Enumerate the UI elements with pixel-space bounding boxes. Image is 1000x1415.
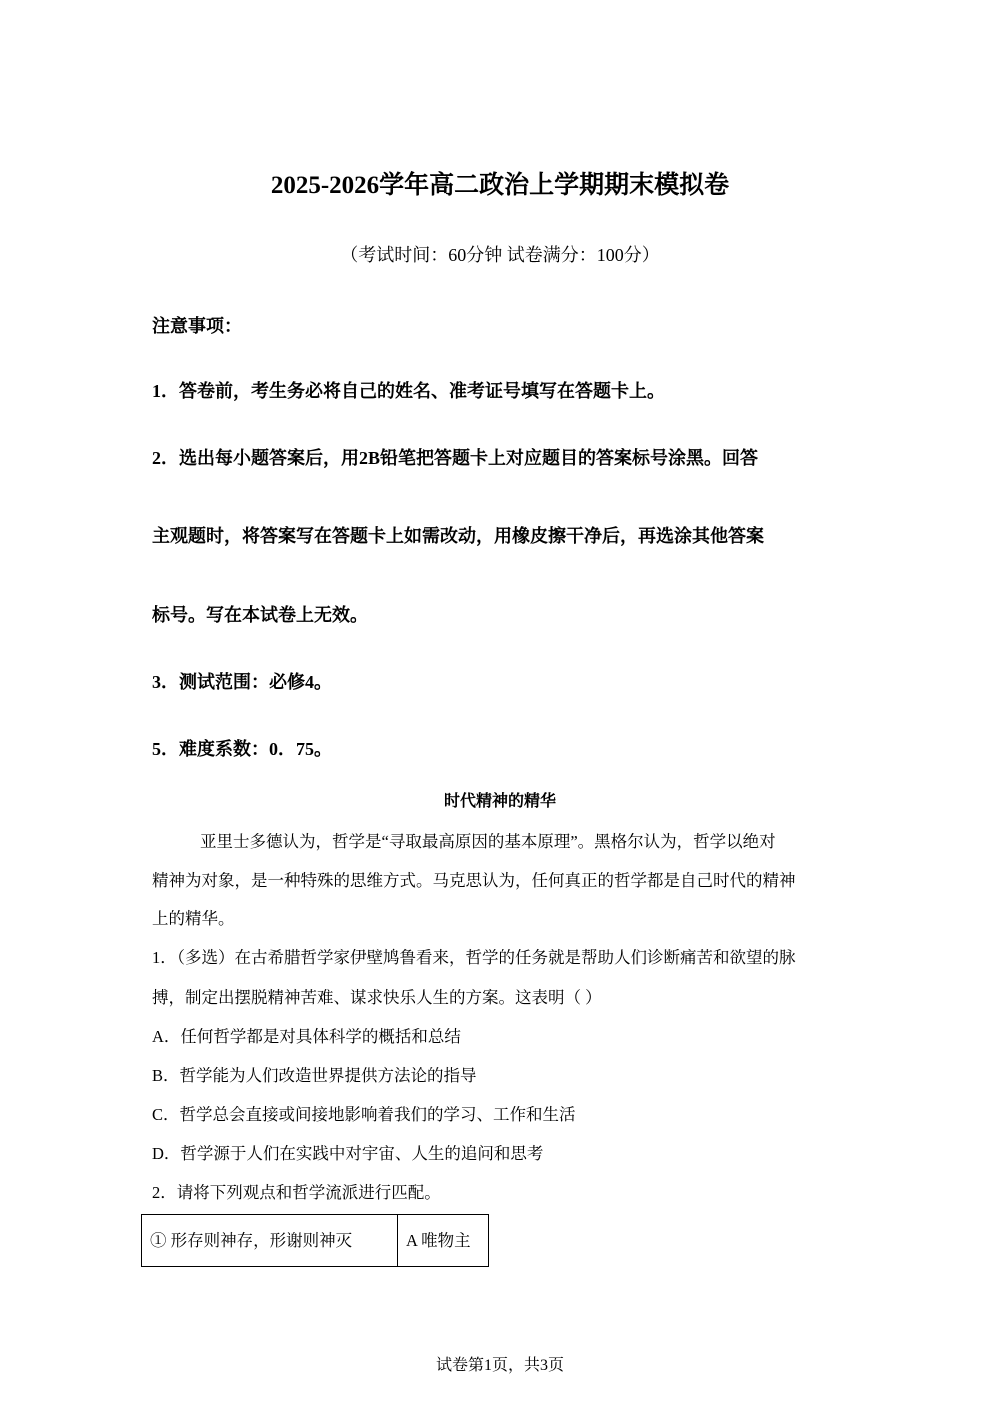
question-1-option-d: D．哲学源于人们在实践中对宇宙、人生的追问和思考 (152, 1144, 544, 1163)
section-paragraph-line-1: 亚里士多德认为，哲学是“寻取最高原因的基本原理”。黑格尔认为，哲学以绝对 (200, 832, 776, 851)
question-1-option-b: B．哲学能为人们改造世界提供方法论的指导 (152, 1066, 477, 1085)
question-1-stem-line-2: 搏，制定出摆脱精神苦难、谋求快乐人生的方案。这表明（ ） (152, 988, 602, 1007)
question-1-stem-line-1: 1．（多选）在古希腊哲学家伊壁鸠鲁看来，哲学的任务就是帮助人们诊断痛苦和欲望的脉 (152, 948, 796, 967)
question-1-option-c: C．哲学总会直接或间接地影响着我们的学习、工作和生活 (152, 1105, 576, 1124)
table-cell-viewpoint: ① 形存则神存，形谢则神灭 (142, 1215, 398, 1267)
matching-table (141, 1214, 489, 1267)
notice-item-1: 1．答卷前，考生务必将自己的姓名、准考证号填写在答题卡上。 (152, 381, 665, 401)
page-footer: 试卷第1页，共3页 (435, 1357, 564, 1374)
section-heading: 时代精神的精华 (443, 793, 556, 810)
notice-item-5: 5．难度系数：0．75。 (152, 739, 332, 759)
notice-item-2-line-2: 主观题时，将答案写在答题卡上如需改动，用橡皮擦干净后，再选涂其他答案 (152, 526, 764, 546)
notice-item-2-line-3: 标号。写在本试卷上无效。 (152, 605, 368, 625)
question-1-option-a: A．任何哲学都是对具体科学的概括和总结 (152, 1027, 461, 1046)
notice-item-2-line-1: 2．选出每小题答案后，用2B铅笔把答题卡上对应题目的答案标号涂黑。回答 (152, 448, 759, 468)
exam-title: 2025-2026学年高二政治上学期期末模拟卷 (270, 172, 730, 199)
section-paragraph-line-3: 上的精华。 (152, 909, 235, 928)
table-row (142, 1215, 489, 1267)
exam-subtitle: （考试时间：60分钟 试卷满分：100分） (340, 245, 660, 265)
question-2-stem: 2．请将下列观点和哲学流派进行匹配。 (152, 1183, 441, 1202)
notice-item-3: 3．测试范围：必修4。 (152, 672, 332, 692)
notice-heading: 注意事项： (152, 316, 242, 336)
section-paragraph-line-2: 精神为对象，是一种特殊的思维方式。马克思认为，任何真正的哲学都是自己时代的精神 (152, 871, 796, 890)
table-cell-school: A 唯物主 (398, 1215, 489, 1267)
